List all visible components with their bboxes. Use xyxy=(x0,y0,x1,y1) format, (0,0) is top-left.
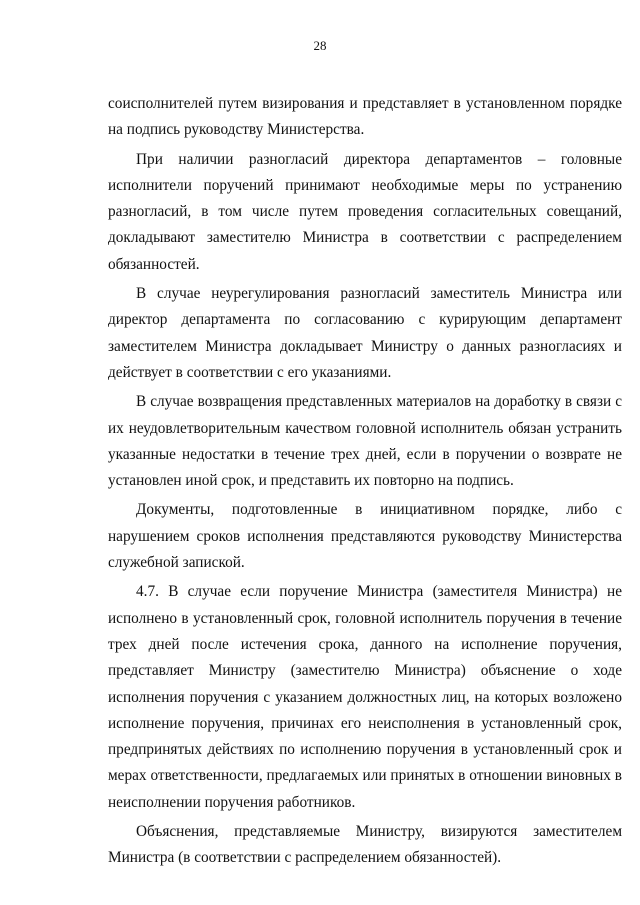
paragraph-1: соисполнителей путем визирования и представляет в установленном порядке на подпись руководству Министерства. xyxy=(108,95,622,139)
paragraph-3: В случае неурегулирования разногласий заместитель Министра или директор департамента по согласованию с курирующим департамент заместителем Министра докладывает Министру о данных разногласиях и действует в соответствии с его указаниями. xyxy=(108,285,622,381)
document-body xyxy=(108,91,622,875)
page-number: 28 xyxy=(313,38,327,53)
paragraph-4: В случае возвращения представленных материалов на доработку в связи с их неудовлетворительным качеством головной исполнитель обязан устранить указанные недостатки в течение трех дней, если в поручении о возврате не установлен иной срок, и представить их повторно на подпись. xyxy=(108,393,622,490)
paragraph-5: Документы, подготовленные в инициативном порядке, либо с нарушением сроков исполнения представляются руководству Министерства служебной запиской. xyxy=(108,501,622,572)
paragraph-2: При наличии разногласий директора департаментов – головные исполнители поручений принимают необходимые меры по устранению разногласий, в том числе путем проведения согласительных совещаний, докладывают заместителю Министра в соответствии с распределением обязанностей. xyxy=(108,150,622,273)
paragraph-6-section-4-7: 4.7. В случае если поручение Министра (заместителя Министра) не исполнено в установленный срок, головной исполнитель поручения в течение трех дней после истечения срока, данного на исполнение поручения, представляет Министру (заместителю Министра) объяснение о ходе исполнения поручения с указанием должностных лиц, на которых возложено исполнение поручения, причинах его неисполнения в установленный срок, предпринятых действиях по исполнению поручения в установленный срок и мерах ответственности, предлагаемых или принятых в отношении виновных в неисполнении поручения работников. xyxy=(108,583,622,811)
paragraph-7: Объяснения, представляемые Министру, визируются заместителем Министра (в соответствии с распределением обязанностей). xyxy=(108,823,622,867)
